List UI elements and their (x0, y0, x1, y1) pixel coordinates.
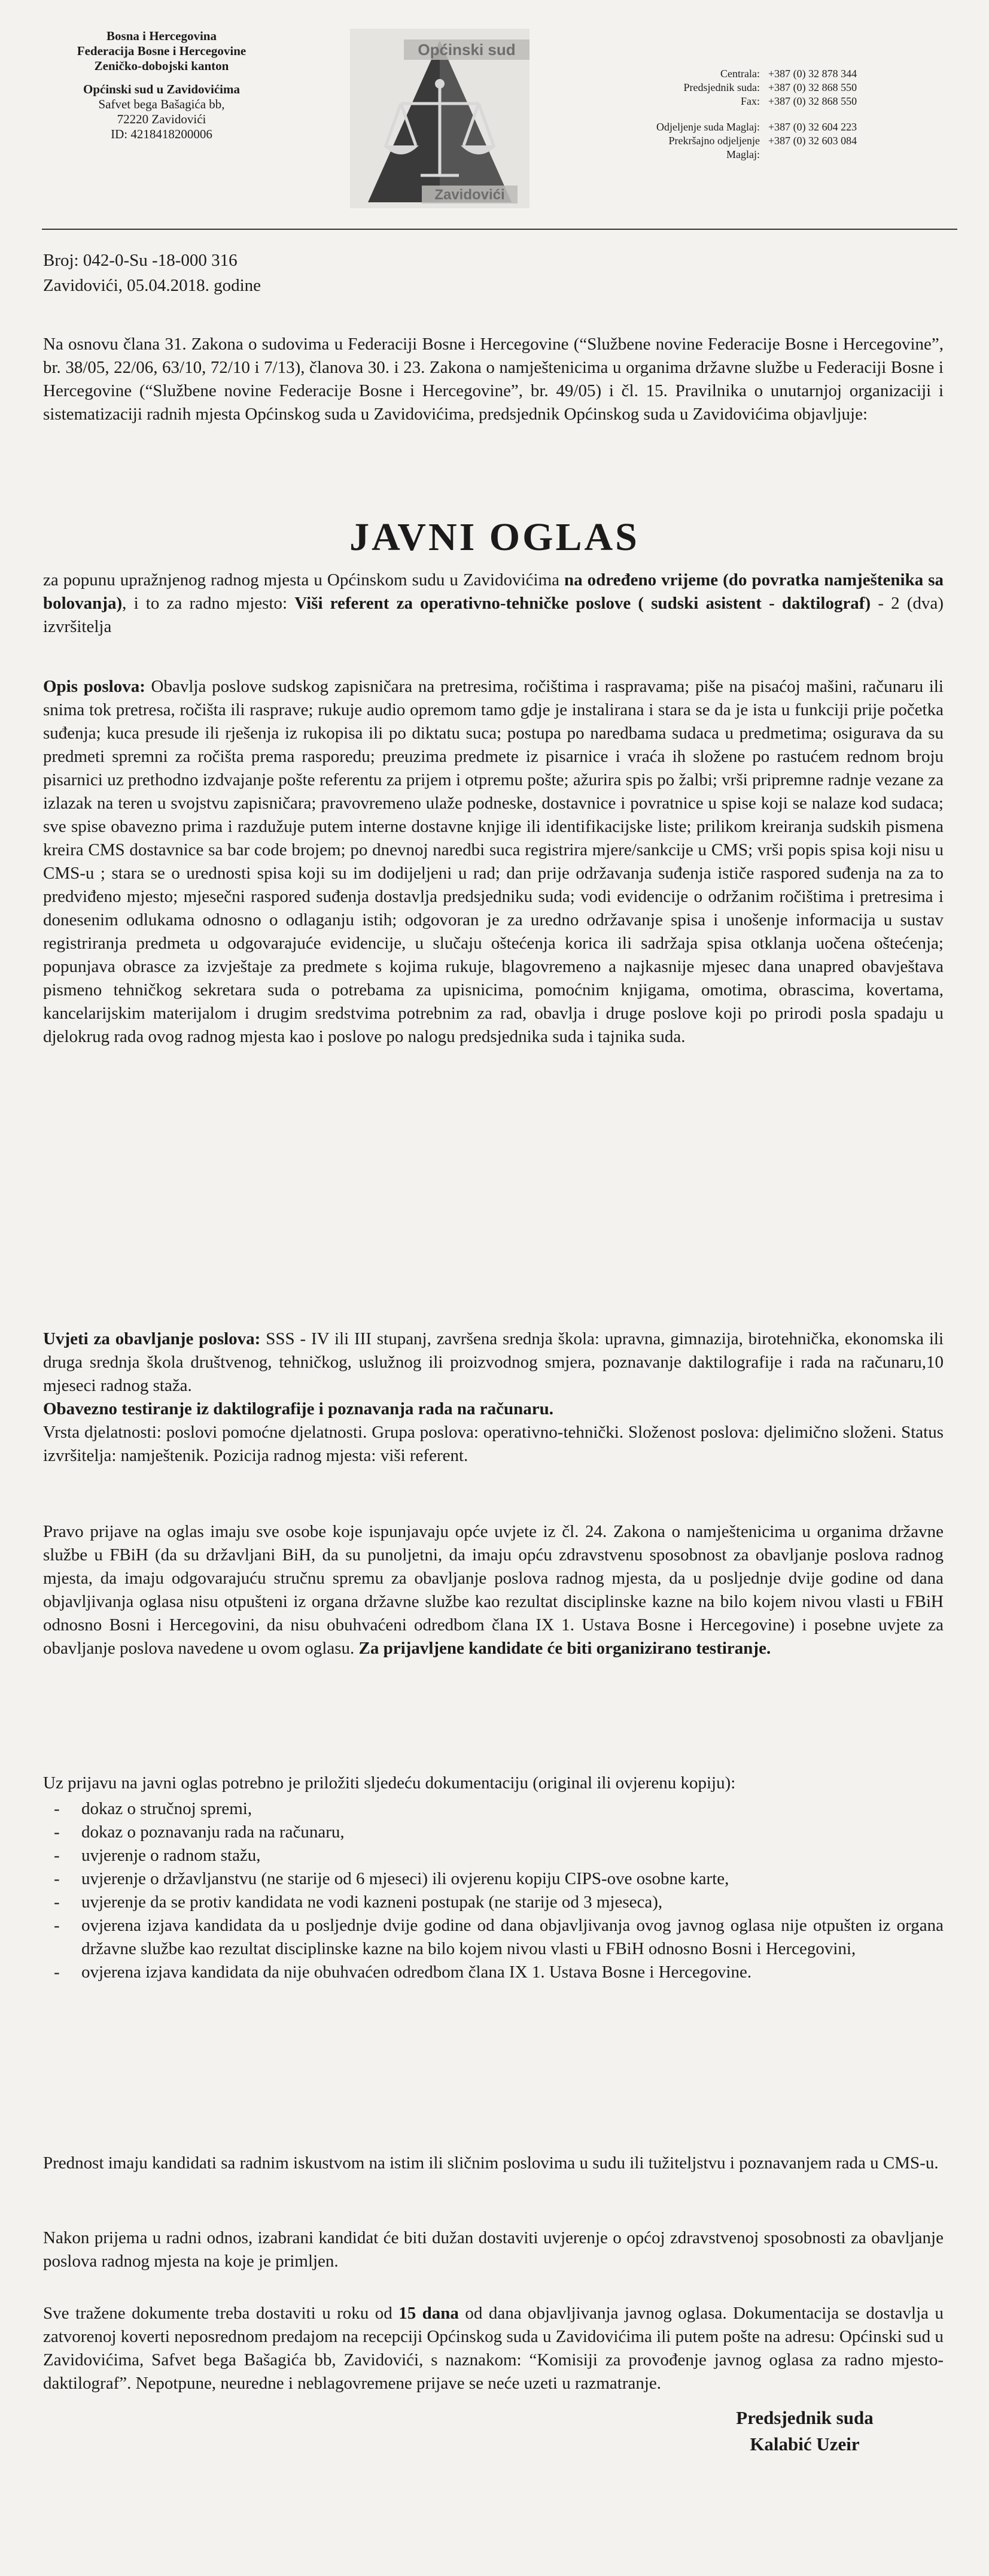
contact-label: Fax: (740, 95, 760, 107)
letterhead-country: Bosna i Hercegovina (106, 29, 217, 43)
list-item: - dokaz o stručnoj spremi, (43, 1797, 944, 1821)
list-item: - uvjerenje o radnom stažu, (43, 1844, 944, 1867)
eligibility-text: Pravo prijave na oglas imaju sve osobe koje ispunjavaju opće uvjete iz čl. 24. Zakona o namještenicima u organima državne službe u FBiH (da su državljani BiH, da su punoljetni, da imaju opću zdravstvenu sposobnost za obavljanje poslova radnog mjesta, da imaju odgovarajuću stručnu spremu za obavljanje poslova radnog mjesta, da u posljednje dvije godine od dana objavljivanja oglasa nisu otpušteni iz organa državne službe kao rezultat disciplinske kazne na bilo kojem nivou vlasti u FBiH odnosno Bosni i Hercegovini, da nisu obuhvaćeni odredbom člana IX 1. Ustava Bosne i Hercegovine) i posebne uvjete za obavljanje poslova navedene u ovom oglasu. (43, 1522, 944, 1658)
letterhead-court-name: Općinski sud u Zavidovićima (83, 82, 240, 96)
deadline-text: od dana objavljivanja javnog oglasa. Dokumentacija se dostavlja u zatvorenoj koverti neposrednom predajom na recepciji Općinskog suda u Zavidovićima ili putem pošte na adresu: Općinski sud u Zavidovićima, Safvet bega Bašagića bb, Zavidovići, s naznakom: “Komisiji za provođenje javnog oglasa za radno mjesto-daktilograf”. Nepotpune, neuredne i neblagovremene prijave se neće uzeti u razmatranje. (43, 2304, 944, 2393)
testing-note: Za prijavljene kandidate će biti organizirano testiranje. (358, 1639, 771, 1658)
court-contacts (634, 67, 945, 162)
deadline-paragraph (43, 2302, 944, 2395)
position-text: za popunu upražnjenog radnog mjesta u Općinskom sudu u Zavidovićima (43, 570, 565, 590)
header-divider (42, 229, 957, 230)
letterhead-city: 72220 Zavidovići (117, 112, 206, 126)
document-meta (43, 248, 261, 298)
list-item: - uvjerenje o državljanstvu (ne starije od 6 mjeseci) ili ovjerenu kopiju CIPS-ove osobne karte, (43, 1867, 944, 1891)
mandatory-testing-note: Obavezno testiranje iz daktilografije i poznavanja rada na računaru. (43, 1399, 554, 1418)
contact-value: +387 (0) 32 603 084 (768, 135, 857, 147)
logo-bottom-text: Zavidovići (434, 187, 505, 203)
position-details: Vrsta djelatnosti: poslovi pomoćne djelatnosti. Grupa poslova: operativno-tehnički. Složenost poslova: djelimično složeni. Status izvršitelja: namještenik. Pozicija radnog mjesta: viši referent. (43, 1423, 944, 1465)
letterhead-federation: Federacija Bosne i Hercegovine (77, 44, 247, 58)
documents-intro: Uz prijavu na javni oglas potrebno je priložiti sljedeću dokumentaciju (original ili ovjerenu kopiju): (43, 1773, 736, 1793)
letterhead-canton: Zeničko-dobojski kanton (94, 59, 229, 73)
contact-row (634, 67, 945, 81)
letterhead-street: Safvet bega Bašagića bb, (98, 97, 225, 111)
logo-top-text: Općinski sud (418, 41, 516, 59)
contact-label: Centrala: (720, 68, 760, 80)
health-certificate-paragraph: Nakon prijema u radni odnos, izabrani kandidat će biti dužan dostaviti uvjerenje o općoj zdravstvenoj sposobnosti za obavljanje poslova radnog mjesta na koje je primljen. (43, 2228, 944, 2271)
requirements-paragraph (43, 1328, 944, 1468)
contact-row (634, 81, 945, 95)
job-description-label: Opis poslova: (43, 677, 145, 696)
contact-value: +387 (0) 32 868 550 (768, 81, 857, 93)
contact-label: Predsjednik suda: (683, 81, 760, 93)
deadline-text: Sve tražene dokumente treba dostaviti u roku od (43, 2304, 399, 2323)
position-paragraph (43, 569, 944, 639)
position-text: , i to za radno mjesto: (122, 594, 295, 613)
signatory-name: Kalabić Uzeir (750, 2434, 860, 2455)
document-date: Zavidovići, 05.04.2018. godine (43, 276, 261, 295)
court-letterhead (54, 29, 269, 142)
position-count: - 2 (dva) izvršitelja (43, 594, 944, 636)
documents-section (43, 1772, 944, 1984)
requirements-text: SSS - IV ili III stupanj, završena srednja škola: upravna, gimnazija, birotehnička, ekonomska ili druga srednja škola društvenog, tehničkog, uslužnog ili proizvodnog smjera, poznavanje daktilografije i rada na računaru,10 mjeseci radnog staža. (43, 1329, 944, 1395)
job-description-paragraph (43, 675, 944, 1049)
contact-label: Odjeljenje suda Maglaj: (656, 121, 760, 133)
list-item: - ovjerena izjava kandidata da u posljednje dvije godine od dana objavljivanja ovog javnog oglasa nije otpušten iz organa državne službe kao rezultat disciplinske kazne na bilo kojem nivou vlasti u FBiH odnosno Bosni i Hercegovini, (43, 1914, 944, 1961)
requirements-label: Uvjeti za obavljanje poslova: (43, 1329, 261, 1348)
list-item: - ovjerena izjava kandidata da nije obuhvaćen odredbom člana IX 1. Ustava Bosne i Hercegovine. (43, 1961, 944, 1984)
document-number: Broj: 042-0-Su -18-000 316 (43, 251, 238, 270)
signatory-role: Predsjednik suda (736, 2407, 874, 2428)
job-description-text: Obavlja poslove sudskog zapisničara na pretresima, ročištima i raspravama; piše na pisaćoj mašini, računaru ili snima tok pretresa, ročišta ili rasprave; rukuje audio opremom tamo gdje je instalirana i stara se da je ista u funkciji prije početka suđenja; kuca presude ili rješenja iz rukopisa ili po diktatu suca; postupa po naredbama sudaca u predmetima; osigurava da su predmeti spremni za ročišta prema rasporedu; preuzima predmete iz pisarnice i vraća ih složene po rastućem rednom broju pisarnici uz prethodno izdvajanje pošte referentu za prijem i otpremu pošte; ažurira spis po žalbi; vrši pripremne radnje vezane za izlazak na teren u svojstvu zapisničara; pravovremeno ulaže podneske, dostavnice i povratnice u spise koji se nalaze kod sudaca; sve spise obavezno prima i razdužuje putem interne dostavne knjige ili identifikacijske liste; prilikom kreiranja sudskih pismena kreira CMS dostavnice sa bar code brojem; po dnevnoj naredbi suca registrira mjere/sankcije u CMS; vrši popis spisa koji nisu u CMS-u ; stara se o urednosti spisa koji su im dodijeljeni u rad; dan prije održavanja suđenja ističe raspored suđenja na za to predviđeno mjesto; mjesečni raspored suđenja dostavlja predsjedniku suda; vodi evidencije o održanim ročištima i pretresima i donesenim odlukama odnosno o odlaganju istih; odgovoran je za uredno održavanje spisa i unošenje informacija u sustav registriranja predmeta u odgovarajuće evidencije, u slučaju oštećenja korica ili sadržaja spisa otklanja uočena oštećenja; popunjava obrasce za izvještaje za predmete s kojima rukuje, blagovremeno a najkasnije mjesec dana unapred obavještava pismeno tehničkog sekretara suda o potrebama za upisnicima, pomoćnim knjigama, omotima, obrascima, kovertama, kancelarijskim materijalom i drugim sredstvima potrebnim za rad, obavlja i druge poslove koji po prirodi posla spadaju u djelokrug rada ovog radnog mjesta kao i poslove po nalogu predsjednika suda i tajnika suda. (43, 677, 944, 1046)
signature-block (670, 2405, 939, 2457)
contact-value: +387 (0) 32 868 550 (768, 95, 857, 107)
court-logo-icon (350, 29, 530, 208)
documents-list (43, 1797, 944, 1984)
intro-paragraph: Na osnovu člana 31. Zakona o sudovima u Federaciji Bosne i Hercegovine (“Službene novine Federacije Bosne i Hercegovine”, br. 38/05, 22/06, 63/10, 72/10 i 7/13), članova 30. i 23. Zakona o namještenicima u organima državne službe u Federaciji Bosne i Hercegovine (“Službene novine Federacije Bosne i Hercegovine”, br. 49/05) i čl. 15. Pravilnika o unutarnjoj organizaciji i sistematizaciji radnih mjesta Općinskog suda u Zavidovićima, predsjednik Općinskog suda u Zavidovićima objavljuje: (43, 335, 944, 424)
eligibility-paragraph (43, 1520, 944, 1660)
list-item: - dokaz o poznavanju rada na računaru, (43, 1821, 944, 1844)
advantage-paragraph: Prednost imaju kandidati sa radnim iskustvom na istim ili sličnim poslovima u sudu ili tužiteljstvu i poznavanjem rada u CMS-u. (43, 2153, 939, 2173)
contact-row (634, 120, 945, 134)
contact-value: +387 (0) 32 604 223 (768, 121, 857, 133)
contact-row (634, 134, 945, 162)
letterhead-id: ID: 4218418200006 (111, 127, 212, 141)
position-duration: na određeno vrijeme (do povratka namještenika sa bolovanja) (43, 570, 944, 613)
contact-value: +387 (0) 32 878 344 (768, 68, 857, 80)
page-title: JAVNI OGLAS (349, 515, 640, 559)
position-title: Viši referent za operativno-tehničke poslove ( sudski asistent - daktilograf) (294, 594, 871, 613)
contact-label: Prekršajno odjeljenje Maglaj: (668, 135, 760, 160)
deadline-days: 15 dana (398, 2304, 459, 2323)
list-item: - uvjerenje da se protiv kandidata ne vodi kazneni postupak (ne starije od 3 mjeseca), (43, 1891, 944, 1914)
contact-row (634, 95, 945, 108)
